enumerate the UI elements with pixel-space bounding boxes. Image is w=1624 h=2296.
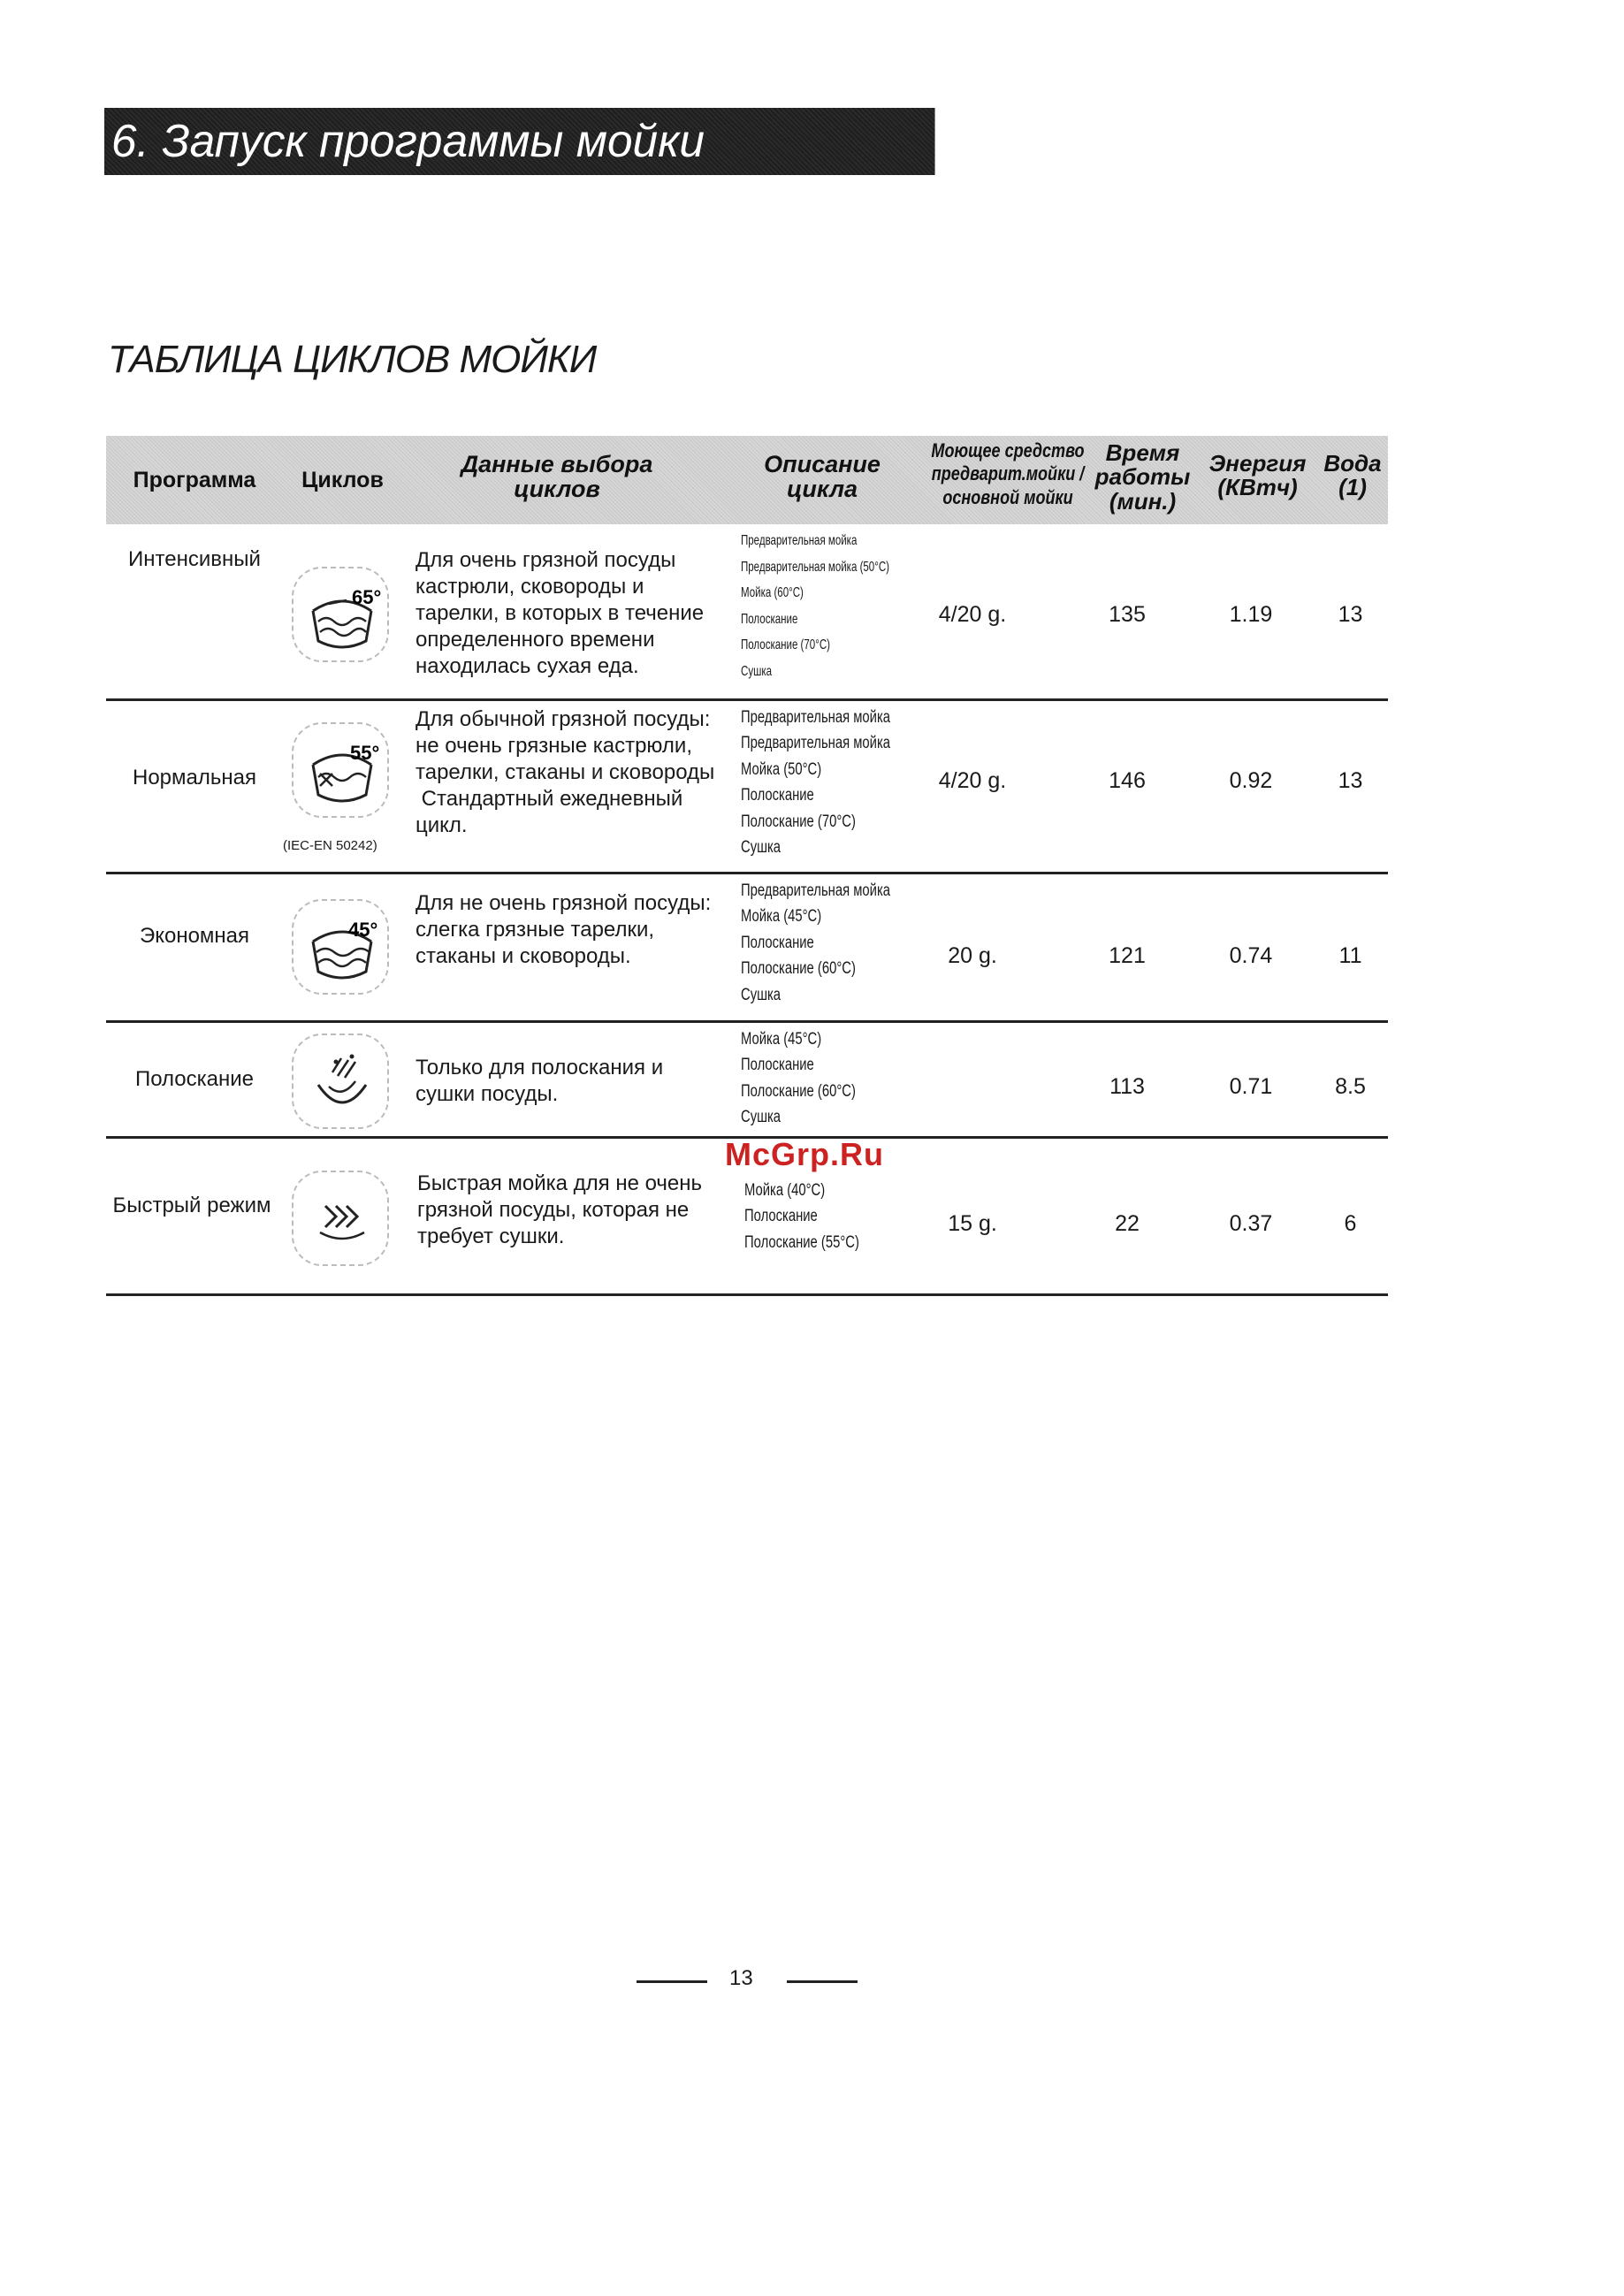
- description-text: [741, 878, 890, 1008]
- description-line: Полоскание: [744, 1207, 818, 1226]
- water-value: 6: [1344, 1211, 1357, 1236]
- selection-line: определенного времени: [416, 628, 655, 652]
- header-time-line3: (мин.): [1109, 487, 1177, 515]
- description-line: Мойка (40°C): [744, 1181, 826, 1200]
- header-water-line1: Вода: [1323, 450, 1382, 477]
- header-time: [1087, 441, 1198, 514]
- header-selection-line1: Данные выбора: [461, 451, 653, 477]
- energy-value: 0.74: [1229, 943, 1273, 968]
- program-name: Интенсивный: [128, 547, 261, 571]
- header-energy-line1: Энергия: [1208, 450, 1307, 477]
- energy-value: 0.71: [1229, 1074, 1273, 1099]
- selection-line: сушки посуды.: [416, 1082, 559, 1106]
- detergent-value: 4/20 g.: [938, 602, 1007, 627]
- description-line: Сушка: [741, 1108, 782, 1127]
- table-row-normal: [106, 701, 1388, 874]
- quick-icon: [292, 1171, 389, 1266]
- selection-text: [416, 1055, 663, 1108]
- selection-line: грязной посуды, которая не: [417, 1198, 690, 1222]
- selection-line: находилась сухая еда.: [416, 654, 639, 678]
- description-line: Предварительная мойка: [741, 533, 858, 548]
- table-row-rinse: [106, 1023, 1388, 1139]
- program-name: Быстрый режим: [112, 1194, 271, 1217]
- header-time-line2: работы: [1094, 463, 1191, 491]
- energy-value: 0.92: [1229, 768, 1273, 793]
- description-line: Предварительная мойка: [741, 708, 891, 727]
- table-header: [106, 436, 1388, 524]
- program-name: Экономная: [139, 924, 250, 948]
- description-line: Полоскание (70°C): [741, 812, 856, 831]
- description-line: Полоскание (55°C): [744, 1232, 859, 1252]
- selection-line: Для очень грязной посуды: [416, 548, 676, 572]
- icon-temp: 65°: [352, 586, 382, 608]
- water-value: 13: [1338, 768, 1363, 793]
- description-line: Полоскание (60°C): [741, 959, 856, 979]
- watermark: McGrp.Ru: [725, 1136, 885, 1172]
- selection-text: [416, 706, 714, 839]
- table-title: ТАБЛИЦА ЦИКЛОВ МОЙКИ: [108, 338, 597, 381]
- footer-rule-right: [787, 1980, 858, 1983]
- description-line: Мойка (60°C): [741, 585, 804, 601]
- selection-line: требует сушки.: [417, 1224, 565, 1248]
- selection-line: Быстрая мойка для не очень: [417, 1171, 703, 1195]
- detergent-value: 4/20 g.: [938, 768, 1007, 793]
- economy-45-icon: [292, 899, 389, 995]
- selection-line: Стандартный ежедневный: [416, 787, 683, 811]
- description-line: Мойка (45°C): [741, 907, 822, 927]
- description-line: Сушка: [741, 985, 782, 1004]
- icon-temp: 55°: [350, 742, 380, 764]
- description-line: Мойка (50°C): [741, 759, 822, 779]
- header-description: [716, 452, 928, 502]
- selection-line: тарелки, стаканы и сковороды: [416, 760, 715, 784]
- header-energy-line2: (КВтч): [1217, 474, 1298, 501]
- header-program: Программа: [133, 468, 256, 492]
- selection-line: слегка грязные тарелки,: [416, 918, 655, 942]
- description-line: Полоскание: [741, 611, 798, 627]
- header-water-line2: (1): [1338, 474, 1367, 501]
- section-title-banner: 6. Запуск программы мойки: [104, 108, 935, 175]
- description-line: Предварительная мойка: [741, 881, 891, 900]
- selection-line: цикл.: [416, 813, 468, 837]
- icon-temp: 45°: [348, 919, 378, 941]
- energy-value: 0.37: [1229, 1211, 1273, 1236]
- selection-text: [417, 1171, 702, 1250]
- time-value: 113: [1109, 1074, 1145, 1099]
- description-text: [744, 1178, 859, 1255]
- description-line: Предварительная мойка: [741, 734, 891, 753]
- intensive-65-icon: [292, 567, 389, 662]
- description-line: Мойка (45°C): [741, 1030, 822, 1049]
- rinse-icon: [292, 1034, 389, 1129]
- header-detergent-line2: предварит.мойки /: [931, 462, 1085, 485]
- description-text: [741, 1026, 856, 1131]
- selection-text: [416, 890, 711, 970]
- program-name: Нормальная: [133, 766, 256, 789]
- footer-rule-left: [637, 1980, 707, 1983]
- selection-line: не очень грязные кастрюли,: [416, 734, 692, 758]
- header-water: [1317, 452, 1388, 500]
- detergent-value: 15 g.: [948, 1211, 997, 1236]
- description-line: Сушка: [741, 838, 782, 858]
- description-line: Сушка: [741, 663, 773, 679]
- selection-line: Для не очень грязной посуды:: [416, 891, 712, 915]
- selection-line: Только для полоскания и: [416, 1056, 664, 1079]
- water-value: 13: [1338, 602, 1363, 627]
- description-line: Предварительная мойка (50°C): [741, 559, 889, 575]
- time-value: 121: [1109, 943, 1146, 968]
- table-row-intensive: [106, 524, 1388, 701]
- selection-line: тарелки, в которых в течение: [416, 601, 705, 625]
- selection-text: [416, 547, 704, 680]
- description-line: Полоскание: [741, 933, 814, 952]
- description-text: [741, 705, 890, 861]
- program-name: Полоскание: [134, 1067, 255, 1091]
- header-selection-line2: циклов: [514, 476, 600, 503]
- water-value: 11: [1338, 943, 1362, 968]
- header-detergent: [906, 439, 1109, 509]
- normal-55-icon: [292, 722, 389, 818]
- header-detergent-line1: Моющее средство: [931, 439, 1085, 461]
- description-line: Полоскание (60°C): [741, 1081, 856, 1101]
- detergent-value: 20 g.: [948, 943, 997, 968]
- page-number: 13: [729, 1966, 753, 1990]
- header-detergent-line3: основной мойки: [942, 485, 1073, 508]
- selection-line: кастрюли, сковороды и: [416, 575, 644, 599]
- time-value: 146: [1109, 768, 1146, 793]
- selection-line: стаканы и сковороды.: [416, 944, 631, 968]
- iec-standard-note: (IEC-EN 50242): [283, 838, 377, 853]
- time-value: 22: [1115, 1211, 1140, 1236]
- description-text: [741, 528, 889, 685]
- description-line: Полоскание: [741, 786, 814, 805]
- header-energy: [1198, 452, 1317, 500]
- header-cycles: Циклов: [301, 468, 384, 492]
- water-value: 8.5: [1335, 1074, 1366, 1099]
- description-line: Полоскание: [741, 1056, 814, 1075]
- energy-value: 1.19: [1229, 602, 1273, 627]
- table-row-economy: [106, 874, 1388, 1023]
- header-description-line2: цикла: [786, 476, 858, 503]
- selection-line: Для обычной грязной посуды:: [416, 707, 711, 731]
- time-value: 135: [1109, 602, 1146, 627]
- header-description-line1: Описание: [764, 451, 881, 477]
- description-line: Полоскание (70°C): [741, 637, 830, 653]
- header-selection: [407, 452, 707, 502]
- header-time-line1: Время: [1105, 439, 1180, 466]
